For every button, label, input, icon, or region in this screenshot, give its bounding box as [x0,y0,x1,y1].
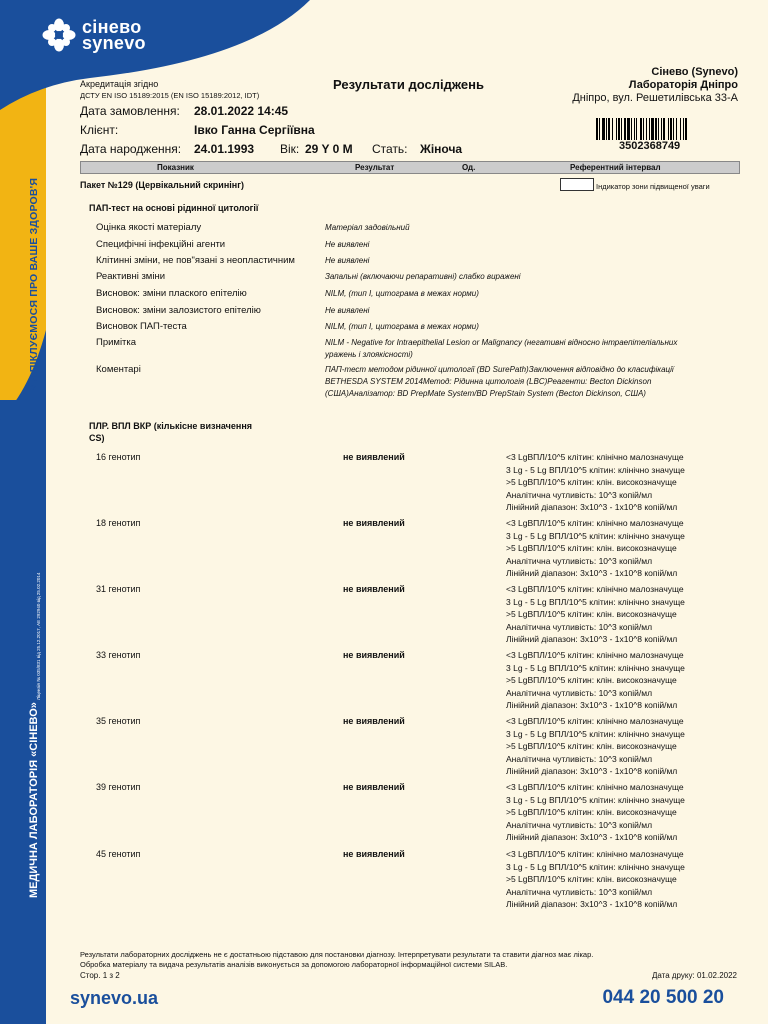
pap-row-value: NILM, (тип I, цитограма в межах норми) [325,289,479,298]
reference-line: 3 Lg - 5 Lg ВПЛ/10^5 клітин: клінічно значуще [506,662,685,673]
hpv-genotype-result: не виявлений [343,584,405,594]
flower-icon [42,18,76,52]
reference-line: Лінійний діапазон: 3х10^3 - 1х10^8 копій/мл [506,502,678,513]
age-value: 29 Y 0 M [305,142,353,156]
brand-logo [42,18,146,52]
sex-label: Стать: [372,142,408,156]
reference-line: 3 Lg - 5 Lg ВПЛ/10^5 клітин: клінічно значуще [506,794,685,805]
pap-row-value: Запальні (включаючи репаративні) слабко виражені [325,272,521,281]
reference-line: >5 LgВПЛ/10^5 клітин: клін. високозначуще [506,675,677,686]
reference-line: 3 Lg - 5 Lg ВПЛ/10^5 клітин: клінічно значуще [506,596,685,607]
reference-line: <3 LgВПЛ/10^5 клітин: клінічно малозначуще [506,782,684,792]
hpv-genotype-label: 16 генотип [96,452,141,462]
accreditation-line1: Акредитація згідно [80,79,159,89]
pap-row-value: NILM - Negative for Intraepithelial Lesion or Malignancy (негативні відносно інтраепітеліальних уражень і злоякісності) [325,338,678,359]
footer-website[interactable]: synevo.ua [70,988,159,1008]
hpv-genotype-label: 33 генотип [96,650,141,660]
pap-row-value: Матеріал задовільний [325,223,410,232]
brand-name-ua: сінево [82,17,142,37]
pap-row-value: Не виявлені [325,240,370,249]
reference-line: Лінійний діапазон: 3х10^3 - 1х10^8 копій/мл [506,766,678,777]
document-title: Результати досліджень [333,77,484,92]
accreditation-line2: ДСТУ EN ISO 15189:2015 (EN ISO 15189:2012, IDT) [80,91,260,100]
age-label: Вік: [280,142,300,156]
disclaimer-line1: Результати лабораторних досліджень не є достатньою підставою для постановки діагнозу. Інтерпретувати результати та ставити діагноз має лікар. [80,950,594,959]
reference-line: >5 LgВПЛ/10^5 клітин: клін. високозначуще [506,609,677,620]
col-indicator: Показник [157,163,194,172]
pap-row-label: Коментарі [96,364,141,375]
order-date-label: Дата замовлення: [80,104,180,118]
attention-indicator-label: Індикатор зони підвищеної уваги [596,182,710,191]
reference-line: >5 LgВПЛ/10^5 клітин: клін. високозначуще [506,807,677,818]
pap-row-label: Висновок: зміни залозистого епітелію [96,305,261,316]
hpv-genotype-result: не виявлений [343,650,405,660]
reference-line: Лінійний діапазон: 3х10^3 - 1х10^8 копій/мл [506,899,678,910]
package-title: Пакет №129 (Цервікальний скринінг) [80,180,244,190]
reference-line: <3 LgВПЛ/10^5 клітин: клінічно малозначуще [506,584,684,594]
sex-value: Жіноча [420,142,463,156]
hpv-genotype-result: не виявлений [343,782,405,792]
lab-line1: Сінево (Synevo) [651,66,738,78]
reference-line: Аналітична чутливість: 10^3 копій/мл [506,621,653,632]
page-number: Стор. 1 з 2 [80,971,120,980]
attention-indicator-box [560,178,594,191]
pap-row-label: Примітка [96,337,137,348]
reference-line: <3 LgВПЛ/10^5 клітин: клінічно малозначуще [506,849,684,859]
hpv-genotype-label: 35 генотип [96,716,141,726]
reference-line: <3 LgВПЛ/10^5 клітин: клінічно малозначуще [506,716,684,726]
reference-line: Лінійний діапазон: 3х10^3 - 1х10^8 копій/мл [506,634,678,645]
reference-line: <3 LgВПЛ/10^5 клітин: клінічно малозначуще [506,650,684,660]
reference-line: <3 LgВПЛ/10^5 клітин: клінічно малозначуще [506,452,684,462]
hpv-genotype-reference [506,715,685,778]
reference-line: Лінійний діапазон: 3х10^3 - 1х10^8 копій/мл [506,700,678,711]
reference-line: >5 LgВПЛ/10^5 клітин: клін. високозначуще [506,874,677,885]
barcode-image [596,118,738,140]
pap-row-label: Реактивні зміни [96,271,166,282]
col-result: Результат [355,163,395,172]
hpv-genotype-reference [506,848,685,911]
side-lab-name: МЕДИЧНА ЛАБОРАТОРІЯ «СІНЕВО» [28,702,40,898]
hpv-genotype-result: не виявлений [343,518,405,528]
hpv-genotype-result: не виявлений [343,849,405,859]
reference-line: >5 LgВПЛ/10^5 клітин: клін. високозначуще [506,543,677,554]
hpv-genotype-label: 18 генотип [96,518,141,528]
col-unit: Од. [462,163,476,172]
side-slogan: МИ ПІКЛУЄМОСЯ ПРО ВАШЕ ЗДОРОВ'Я [28,177,40,392]
reference-line: Аналітична чутливість: 10^3 копій/мл [506,886,653,897]
disclaimer-line2: Обробка матеріалу та видача результатів аналізів виконується за допомогою лабораторної інформаційної системи SILAB. [80,960,508,969]
order-date-value: 28.01.2022 14:45 [194,104,289,118]
table-header [80,161,740,174]
reference-line: Лінійний діапазон: 3х10^3 - 1х10^8 копій/мл [506,832,678,843]
hpv-genotype-result: не виявлений [343,716,405,726]
hpv-genotype-reference [506,451,685,514]
lab-info [572,66,738,105]
client-label: Клієнт: [80,123,119,137]
hpv-genotype-label: 31 генотип [96,584,141,594]
reference-line: >5 LgВПЛ/10^5 клітин: клін. високозначуще [506,741,677,752]
reference-line: <3 LgВПЛ/10^5 клітин: клінічно малозначуще [506,518,684,528]
hpv-section-title [89,420,252,444]
reference-line: Лінійний діапазон: 3х10^3 - 1х10^8 копій/мл [506,568,678,579]
reference-line: Аналітична чутливість: 10^3 копій/мл [506,555,653,566]
reference-line: 3 Lg - 5 Lg ВПЛ/10^5 клітин: клінічно значуще [506,861,685,872]
disclaimer [80,950,740,970]
reference-line: 3 Lg - 5 Lg ВПЛ/10^5 клітин: клінічно значуще [506,728,685,739]
side-licence: Ліцензія № 035/831 від 25.12.2017, АЕ 292940 від 25.02.2014 [36,572,41,700]
hpv-genotype-reference [506,649,685,712]
col-reference: Референтний інтервал [570,163,661,172]
side-strip [0,0,46,1024]
hpv-genotype-reference [506,583,685,646]
pap-row-value: Не виявлені [325,306,370,315]
reference-line: >5 LgВПЛ/10^5 клітин: клін. високозначуще [506,477,677,488]
pap-row-label: Специфічні інфекційні агенти [96,239,226,250]
barcode-number: 3502368749 [619,140,681,152]
birth-label: Дата народження: [80,142,182,156]
client-value: Івко Ганна Сергіївна [194,123,315,137]
reference-line: Аналітична чутливість: 10^3 копій/мл [506,753,653,764]
hpv-section-title-line2: CS) [89,433,105,443]
hpv-genotype-label: 45 генотип [96,849,141,859]
pap-row-label: Висновок: зміни плаского епітелію [96,288,247,299]
lab-line2: Лабораторія Дніпро [628,79,738,91]
reference-line: 3 Lg - 5 Lg ВПЛ/10^5 клітин: клінічно значуще [506,530,685,541]
hpv-section-title-line1: ПЛР. ВПЛ ВКР (кількісне визначення [89,421,253,431]
hpv-genotype-reference [506,517,685,580]
lab-address: Дніпро, вул. Решетилівська 33-А [572,92,738,104]
hpv-genotype-reference [506,781,685,844]
hpv-genotype-label: 39 генотип [96,782,141,792]
accreditation [80,79,259,101]
print-date: Дата друку: 01.02.2022 [651,971,737,980]
pap-row-value: NILM, (тип I, цитограма в межах норми) [325,322,479,331]
pap-row-label: Оцінка якості матеріалу [96,222,202,233]
pap-row-label: Клітинні зміни, не пов"язані з неопластичним [96,255,295,266]
pap-row-label: Висновок ПАП-теста [96,321,187,332]
birth-value: 24.01.1993 [194,142,255,156]
footer-phone[interactable]: 044 20 500 20 [602,987,724,1008]
reference-line: Аналітична чутливість: 10^3 копій/мл [506,819,653,830]
hpv-genotype-result: не виявлений [343,452,405,462]
brand-name [82,19,146,51]
reference-line: Аналітична чутливість: 10^3 копій/мл [506,687,653,698]
brand-name-en: synevo [82,33,146,53]
pap-row-value: Не виявлені [325,256,370,265]
pap-row-value: ПАП-тест методом рідинної цитології (BD SurePath)Заключення відповідно до класифікації BETHESDA SYSTEM 2014Метод: Рідинна цитологія (LBC)Реагенти: Becton Dickinson (США)Аналізатор: BD PrepMate System/BD PrepStain System (Becton Dickinson, США) [325,365,674,398]
reference-line: Аналітична чутливість: 10^3 копій/мл [506,489,653,500]
pap-section-title: ПАП-тест на основі рідинної цитології [89,203,259,213]
reference-line: 3 Lg - 5 Lg ВПЛ/10^5 клітин: клінічно значуще [506,464,685,475]
